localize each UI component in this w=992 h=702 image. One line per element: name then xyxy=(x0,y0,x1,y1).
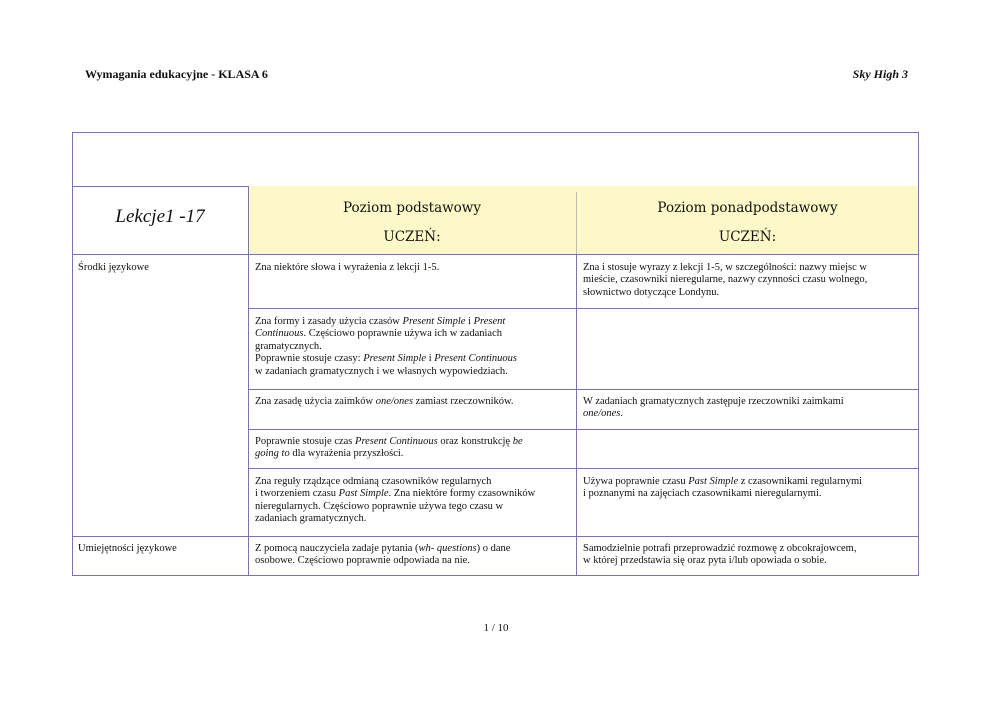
column-subtitle-basic: UCZEŃ: xyxy=(383,229,441,245)
cell-line: Z pomocą nauczyciela zadaje pytania (wh- questions) o dane xyxy=(255,543,511,554)
row-divider xyxy=(248,429,919,430)
cell-line: i poznanymi na zajęciach czasownikami nieregularnymi. xyxy=(583,488,822,500)
table-cell-basic xyxy=(255,316,517,378)
lesson-cell-top-border xyxy=(72,186,248,187)
lesson-range-label: Lekcje1 -17 xyxy=(115,206,205,227)
table-cell-advanced xyxy=(583,476,862,501)
cell-line: w której przedstawia się oraz pyta i/lub opowiada o sobie. xyxy=(583,555,827,567)
cell-line: Zna formy i zasady użycia czasów Present Simple i Present xyxy=(255,316,506,327)
page-number: 1 / 10 xyxy=(483,622,509,634)
cell-line: zadaniach gramatycznych. xyxy=(255,513,367,525)
table-cell-basic xyxy=(255,476,535,526)
cell-line: mieście, czasowniki nieregularne, nazwy czynności czasu wolnego, xyxy=(583,274,868,286)
column-title-basic: Poziom podstawowy xyxy=(343,200,481,216)
column-subtitle-advanced: UCZEŃ: xyxy=(718,229,777,245)
cell-line: Samodzielnie potrafi przeprowadzić rozmowę z obcokrajowcem, xyxy=(583,543,857,554)
table-cell-basic xyxy=(255,543,510,568)
table-cell-basic xyxy=(255,396,514,408)
cell-line: w zadaniach gramatycznych i we własnych wypowiedziach. xyxy=(255,365,508,377)
cell-line: W zadaniach gramatycznych zastępuje rzeczowniki zaimkami xyxy=(583,396,844,407)
table-cell-advanced xyxy=(583,262,867,299)
section-label-language-skills: Umiejętności językowe xyxy=(78,543,177,554)
cell-line: i tworzeniem czasu Past Simple. Zna niektóre formy czasowników xyxy=(255,488,536,500)
table-cell-basic xyxy=(255,262,439,274)
cell-line: Zna i stosuje wyrazy z lekcji 1-5, w szczególności: nazwy miejsc w xyxy=(583,262,867,273)
level-column-border xyxy=(576,254,577,576)
cell-line: Zna zasadę użycia zaimków one/ones zamiast rzeczowników. xyxy=(255,396,514,407)
document-header-right: Sky High 3 xyxy=(852,67,908,81)
cell-line: one/ones. xyxy=(583,408,623,420)
cell-line: Zna reguły rządzące odmianą czasowników regularnych xyxy=(255,476,492,487)
row-divider xyxy=(248,308,919,309)
section-divider xyxy=(72,536,919,537)
cell-line: Poprawnie stosuje czasy: Present Simple i Present Continuous xyxy=(255,353,517,365)
row-divider xyxy=(248,389,919,390)
section-label-language-means: Środki językowe xyxy=(78,262,149,273)
table-cell-advanced xyxy=(583,543,856,568)
cell-line: Używa poprawnie czasu Past Simple z czasownikami regularnymi xyxy=(583,476,863,487)
table-cell-advanced xyxy=(583,396,844,421)
column-title-advanced: Poziom ponadpodstawowy xyxy=(657,200,838,216)
document-header-left: Wymagania edukacyjne - KLASA 6 xyxy=(85,67,268,81)
cell-line: going to dla wyrażenia przyszłości. xyxy=(255,448,404,460)
cell-line: gramatycznych. xyxy=(255,340,322,352)
header-bottom-border xyxy=(72,254,919,255)
cell-line: nieregularnych. Częściowo poprawnie używa tego czasu w xyxy=(255,500,504,512)
table-cell-basic xyxy=(255,436,523,461)
cell-line: Zna niektóre słowa i wyrażenia z lekcji 1-5. xyxy=(255,262,440,273)
cell-line: Continuous. Częściowo poprawnie używa ich w zadaniach xyxy=(255,328,502,340)
cell-line: Poprawnie stosuje czas Present Continuous oraz konstrukcję be xyxy=(255,436,523,447)
cell-line: osobowe. Częściowo poprawnie odpowiada na nie. xyxy=(255,555,470,567)
cell-line: słownictwo dotyczące Londynu. xyxy=(583,286,720,298)
row-divider xyxy=(248,468,919,469)
